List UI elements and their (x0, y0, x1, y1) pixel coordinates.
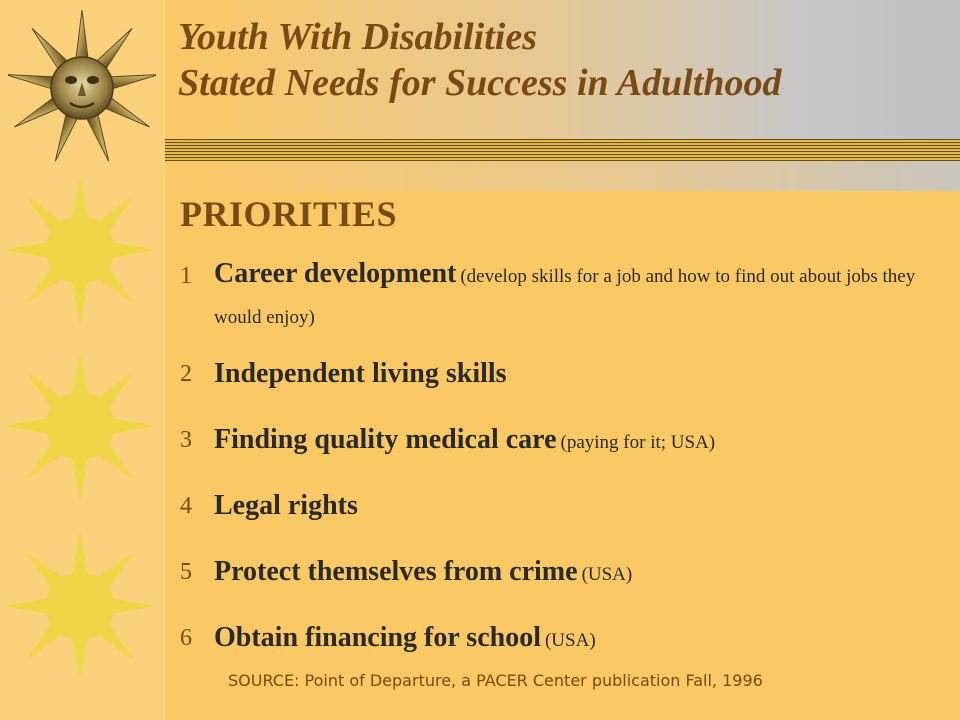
slide-title (178, 14, 948, 106)
sun-face-icon (8, 8, 156, 168)
item-note: (develop skills for a job and how to find out about jobs they would enjoy) (214, 266, 916, 328)
item-number: 1 (180, 263, 192, 289)
title-line-2: Stated Needs for Success in Adulthood (178, 62, 782, 104)
item-number: 4 (180, 493, 192, 519)
item-number: 6 (180, 625, 192, 651)
priorities-heading: PRIORITIES (180, 194, 398, 234)
item-title: Obtain financing for school (214, 622, 541, 653)
list-item (180, 352, 950, 418)
item-title: Protect themselves from crime (214, 556, 578, 587)
item-number: 3 (180, 427, 192, 453)
sun-icon (2, 528, 158, 684)
item-note: (paying for it; USA) (560, 432, 716, 453)
list-item (180, 254, 950, 352)
item-title: Career development (214, 258, 457, 289)
content-band (165, 161, 960, 191)
item-title: Legal rights (214, 490, 358, 521)
item-number: 5 (180, 559, 192, 585)
item-title: Finding quality medical care (214, 424, 557, 455)
sun-icon (2, 172, 158, 328)
list-item (180, 418, 950, 484)
title-line-1: Youth With Disabilities (178, 16, 537, 58)
sun-icon (2, 348, 158, 504)
left-decor-panel (0, 0, 165, 720)
item-number: 2 (180, 361, 192, 387)
list-item (180, 484, 950, 550)
list-item (180, 550, 950, 616)
item-note: (USA) (581, 564, 633, 585)
source-citation: SOURCE: Point of Departure, a PACER Center publication Fall, 1996 (228, 671, 763, 690)
header-divider (165, 139, 960, 161)
item-title: Independent living skills (214, 358, 507, 389)
priority-list (180, 254, 950, 682)
item-note: (USA) (544, 630, 596, 651)
